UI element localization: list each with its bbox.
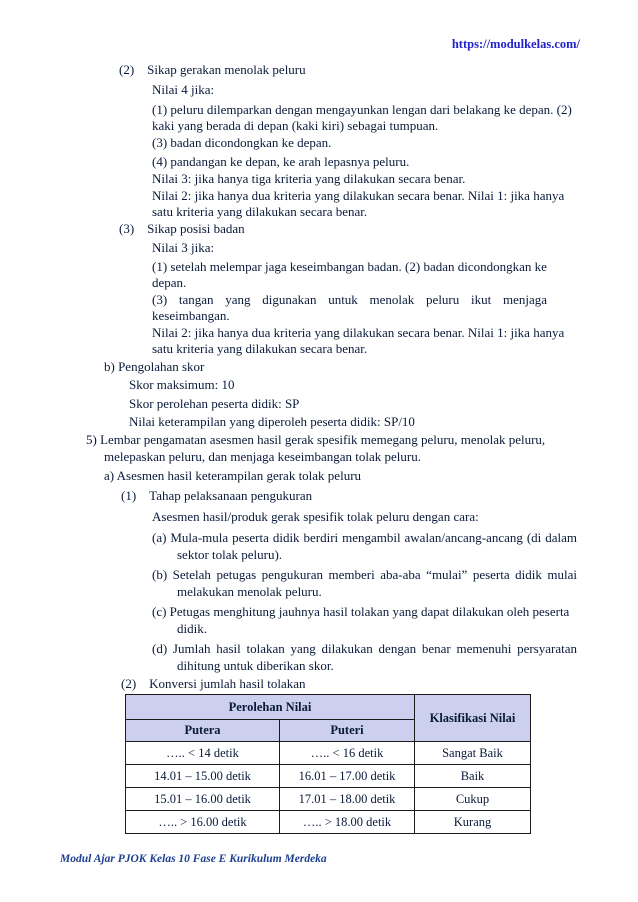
body-text: melepaskan peluru, dan menjaga keseimbangan tolak peluru. [104, 449, 421, 464]
criteria-text: Nilai 2: jika hanya dua kriteria yang dilakukan secara benar. Nilai 1: jika hanya [152, 325, 565, 340]
table-row [126, 811, 531, 834]
table-row [126, 742, 531, 765]
table-cell-puteri: ….. < 16 detik [280, 742, 415, 765]
table-cell-klasifikasi: Baik [415, 765, 531, 788]
criteria-text: satu kriteria yang dilakukan secara benar. [152, 204, 368, 219]
step-text: (c) Petugas menghitung jauhnya hasil tolakan yang dapat dilakukan oleh peserta [152, 604, 570, 619]
header-url-link[interactable]: https://modulkelas.com/ [451, 37, 580, 51]
criteria-text: (1) setelah melempar jaga keseimbangan badan. (2) badan dicondongkan ke [152, 259, 547, 274]
section-heading-tahap: (1) Tahap pelaksanaan pengukuran [121, 488, 313, 503]
step-text: (a) Mula-mula peserta didik berdiri mengambil awalan/ancang-ancang (di dalam [152, 530, 577, 545]
section-heading-sikap-menolak: (2) Sikap gerakan menolak peluru [119, 62, 306, 77]
score-text: Nilai keterampilan yang diperoleh peserta didik: SP/10 [129, 414, 415, 429]
table-header-putera: Putera [126, 720, 280, 742]
step-text: (b) Setelah petugas pengukuran memberi aba-aba “mulai” peserta didik mulai [152, 567, 577, 582]
criteria-text: kaki yang berada di depan (kaki kiri) sebagai tumpuan. [152, 118, 439, 133]
step-text: sektor tolak peluru). [177, 547, 283, 562]
table-cell-putera: 15.01 – 16.00 detik [126, 788, 280, 811]
criteria-text: keseimbangan. [152, 308, 230, 323]
step-text: melakukan menolak peluru. [177, 584, 322, 599]
table-cell-klasifikasi: Kurang [415, 811, 531, 834]
step-text: dihitung untuk diberikan skor. [177, 658, 334, 673]
criteria-text: satu kriteria yang dilakukan secara benar. [152, 341, 368, 356]
table-header-puteri: Puteri [280, 720, 415, 742]
criteria-label: Nilai 3 jika: [152, 240, 215, 255]
score-text: Skor maksimum: 10 [129, 377, 235, 392]
criteria-text: (3) tangan yang digunakan untuk menolak peluru ikut menjaga [152, 292, 547, 307]
criteria-text: (4) pandangan ke depan, ke arah lepasnya peluru. [152, 154, 410, 169]
table-cell-putera: ….. < 14 detik [126, 742, 280, 765]
table-cell-puteri: ….. > 18.00 detik [280, 811, 415, 834]
section-heading-lembar-pengamatan: 5) Lembar pengamatan asesmen hasil gerak spesifik memegang peluru, menolak peluru, [86, 432, 546, 447]
criteria-text: (3) badan dicondongkan ke depan. [152, 135, 332, 150]
body-text: Asesmen hasil/produk gerak spesifik tolak peluru dengan cara: [152, 509, 479, 524]
table-cell-klasifikasi: Sangat Baik [415, 742, 531, 765]
table-row [126, 765, 531, 788]
table-cell-puteri: 16.01 – 17.00 detik [280, 765, 415, 788]
section-heading-konversi: (2) Konversi jumlah hasil tolakan [121, 676, 306, 691]
table-cell-puteri: 17.01 – 18.00 detik [280, 788, 415, 811]
step-text: didik. [177, 621, 207, 636]
criteria-text: (1) peluru dilemparkan dengan mengayunkan lengan dari belakang ke depan. (2) [152, 102, 572, 117]
footer-module-title: Modul Ajar PJOK Kelas 10 Fase E Kurikulum Merdeka [60, 853, 327, 865]
score-text: Skor perolehan peserta didik: SP [129, 396, 300, 411]
section-heading-asesmen: a) Asesmen hasil keterampilan gerak tolak peluru [104, 468, 362, 483]
table-cell-klasifikasi: Cukup [415, 788, 531, 811]
criteria-text: depan. [152, 275, 187, 290]
criteria-text: Nilai 2: jika hanya dua kriteria yang dilakukan secara benar. Nilai 1: jika hanya [152, 188, 565, 203]
criteria-label: Nilai 4 jika: [152, 82, 215, 97]
section-heading-sikap-posisi: (3) Sikap posisi badan [119, 221, 245, 236]
step-text: (d) Jumlah hasil tolakan yang dilakukan dengan benar memenuhi persyaratan [152, 641, 577, 656]
table-cell-putera: ….. > 16.00 detik [126, 811, 280, 834]
table-header-klasifikasi: Klasifikasi Nilai [415, 695, 531, 742]
table-cell-putera: 14.01 – 15.00 detik [126, 765, 280, 788]
table-group-header: Perolehan Nilai [126, 695, 415, 720]
table-row [126, 788, 531, 811]
criteria-text: Nilai 3: jika hanya tiga kriteria yang dilakukan secara benar. [152, 171, 466, 186]
section-heading-pengolahan-skor: b) Pengolahan skor [104, 359, 205, 374]
conversion-table [125, 694, 531, 834]
